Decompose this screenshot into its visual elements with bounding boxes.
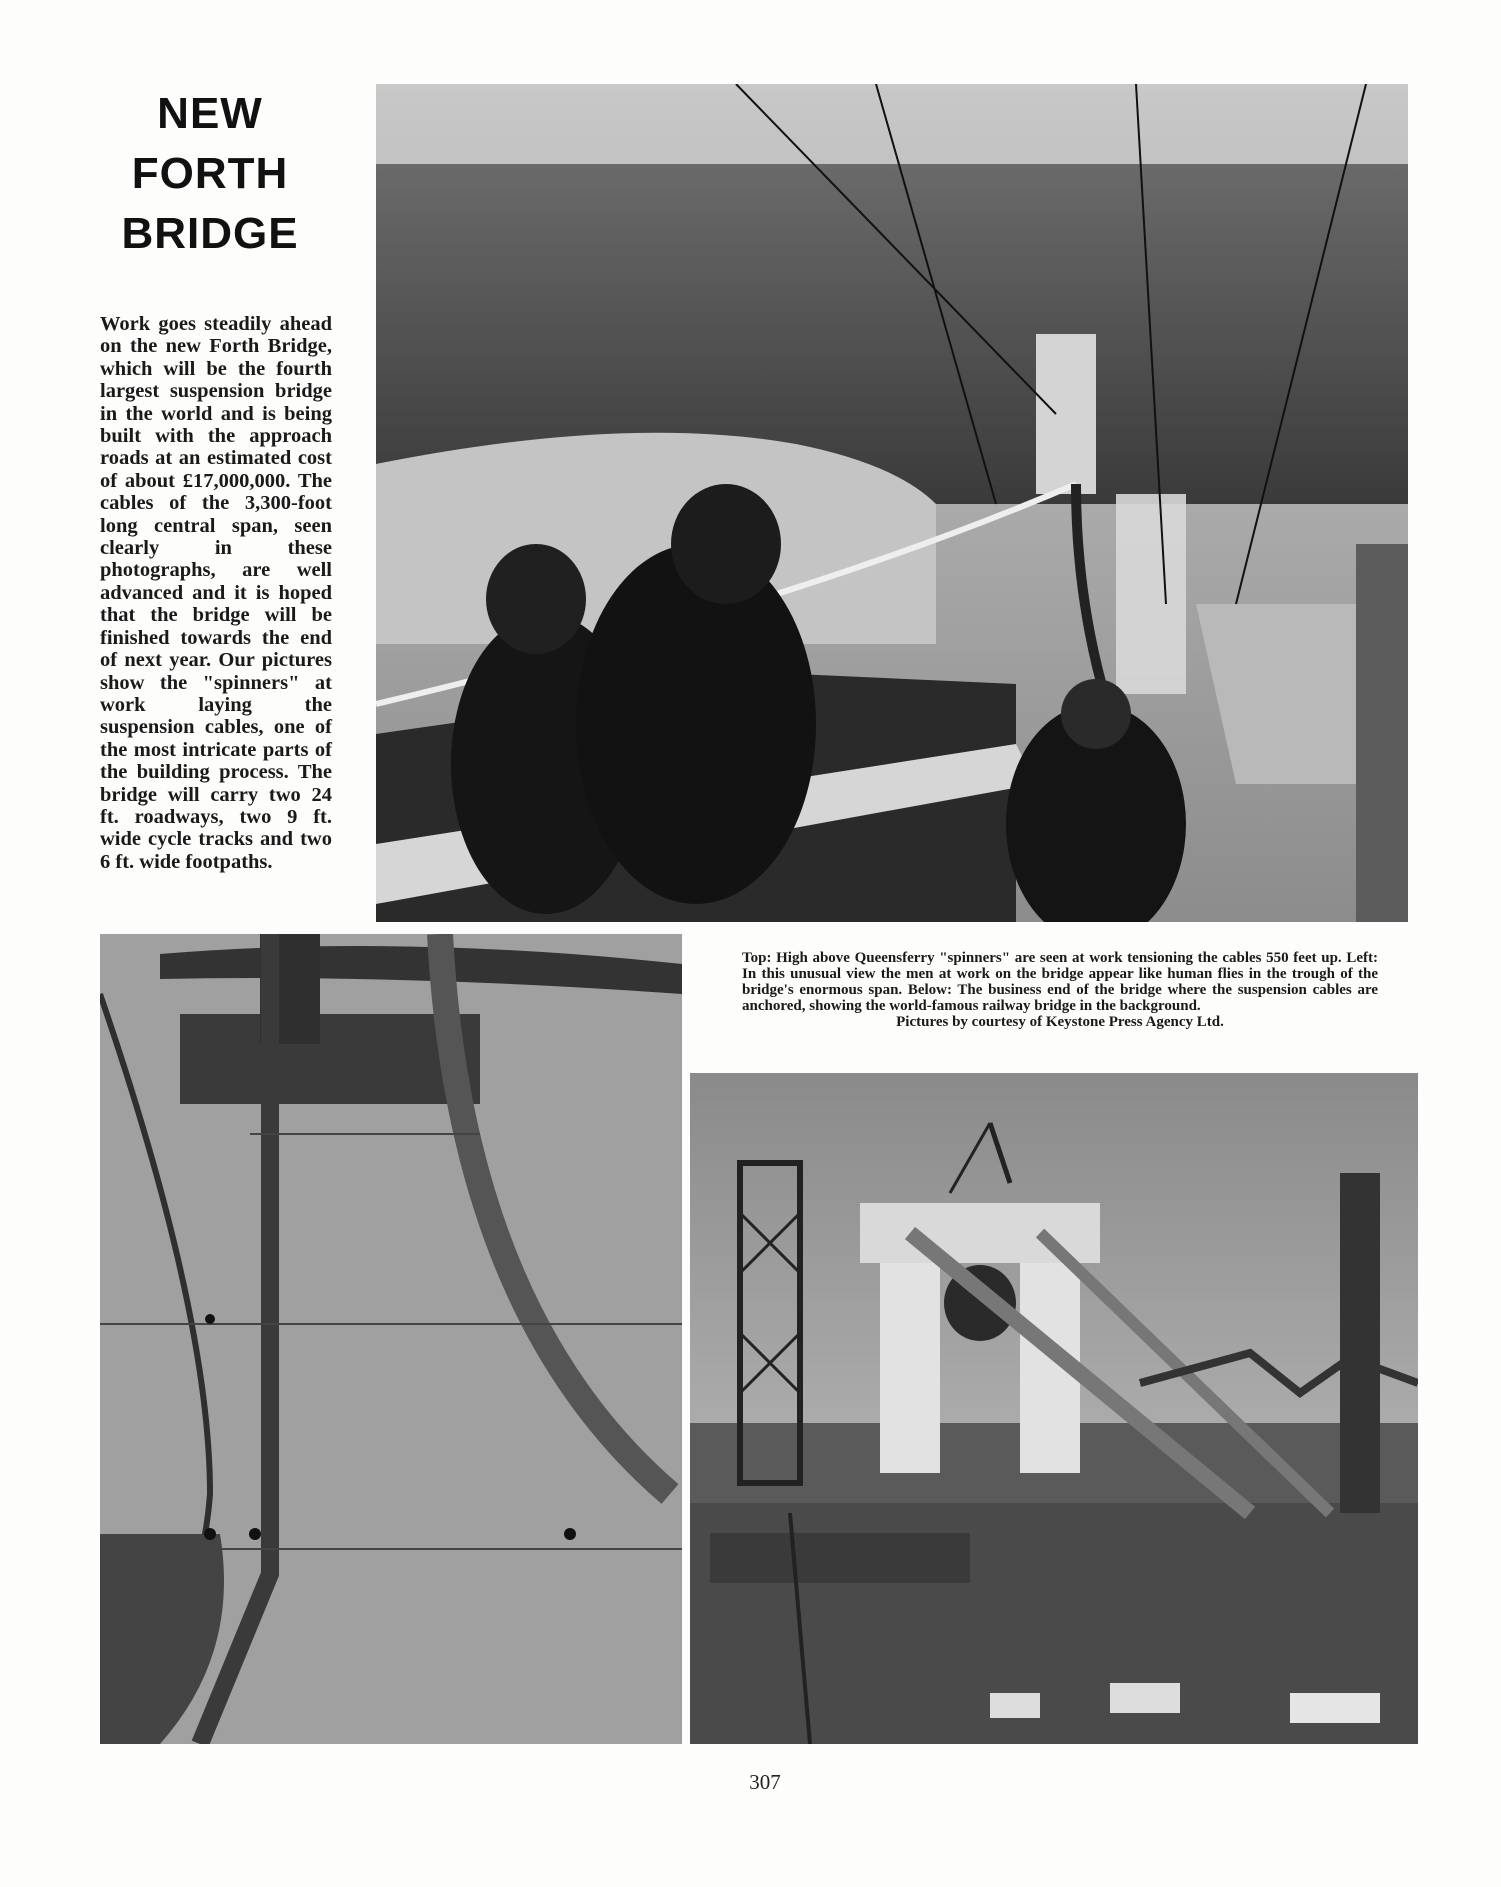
title-line-2: FORTH xyxy=(131,149,289,198)
photo-spinners-top xyxy=(376,84,1408,922)
photo-catwalk-left xyxy=(100,934,682,1744)
caption-text: Top: High above Queensferry "spinners" are seen at work tensioning the cables 550 feet up. Left: In this unusual view the men at work on the bridge appear like human flies in the trough of the bridge's enormous span. Below: The business end of the bridge where the suspension cables are anchored, showing the world-famous railway bridge in the background. xyxy=(742,950,1378,1014)
page-number: 307 xyxy=(749,1770,781,1794)
article-body: Work goes steadily ahead on the new Forth Bridge, which will be the fourth largest suspension bridge in the world and is being built with the approach roads at an estimated cost of about £17,000,000. The cables of the 3,300-foot long central span, seen clearly in these photographs, are well advanced and it is hoped that the bridge will be finished towards the end of next year. Our pictures show the "spinners" at work laying the suspension cables, one of the most intricate parts of the building process. The bridge will carry two 24 ft. roadways, two 9 ft. wide cycle tracks and two 6 ft. wide footpaths. xyxy=(100,313,332,873)
title-line-1: NEW xyxy=(157,89,263,138)
title-line-3: BRIDGE xyxy=(121,209,299,258)
article-title xyxy=(100,84,320,264)
caption-credit: Pictures by courtesy of Keystone Press Agency Ltd. xyxy=(896,1014,1224,1030)
photo-anchorage-right xyxy=(690,1073,1418,1744)
photo-caption xyxy=(742,950,1378,1030)
